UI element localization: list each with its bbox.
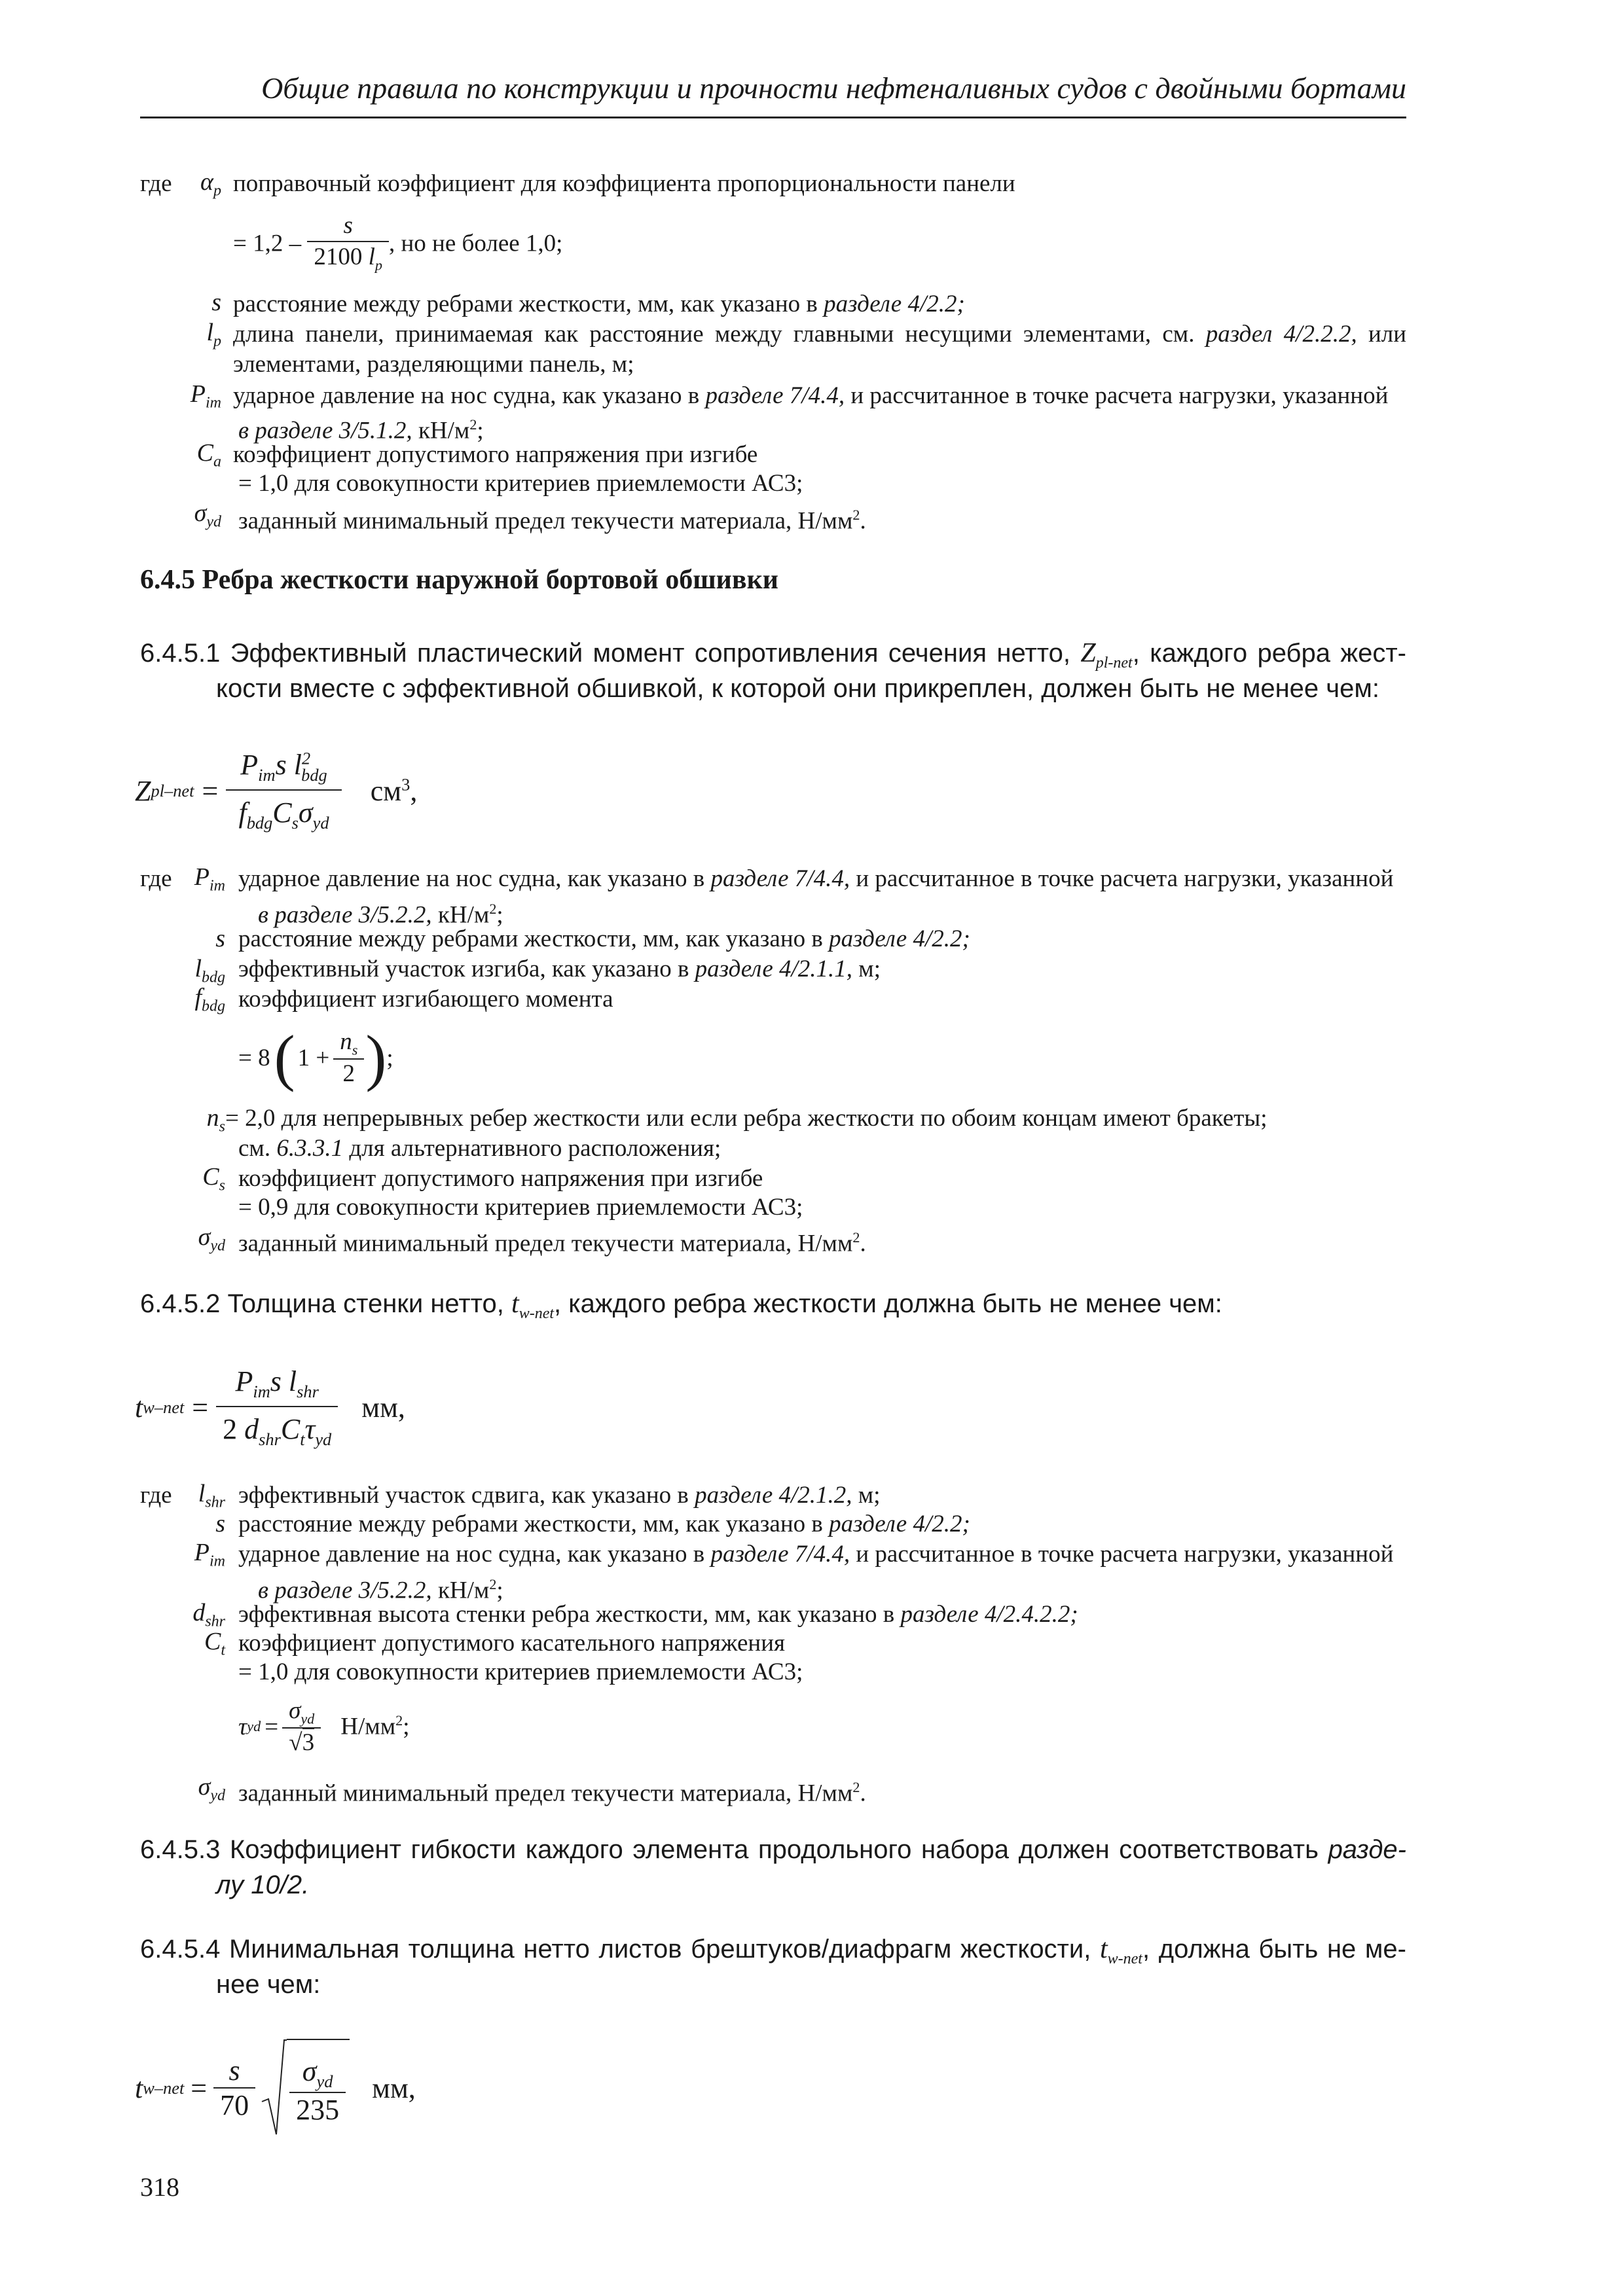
lshr-description: эффективный участок сдвига, как указано в разделе 4/2.1.2, м;: [238, 1482, 881, 1509]
pim-description-cont: в разделе 3/5.1.2, $кН/м^2$;: [238, 416, 484, 444]
lshr-symbol: $l_{shr}$: [198, 1480, 225, 1511]
ca-description: коэффициент допустимого напряжения при изгибе: [233, 441, 758, 468]
fbdg-formula: = 8 ( 1 + $\frac{n_s}{2}$ ) ;: [238, 1022, 393, 1092]
s-symbol-2: s: [215, 925, 225, 952]
cs-symbol: $C_s$: [202, 1163, 225, 1194]
dshr-symbol: $d_{shr}$: [192, 1599, 225, 1630]
section-title: 6.4.5 Ребра жесткости наружной бортовой обшивки: [140, 565, 778, 595]
pim-description-3: ударное давление на нос судна, как указано в разделе 7/4.4, и рассчитанное в точке расчета нагрузки, указанной: [238, 1541, 1394, 1568]
pim-description-3-cont: в разделе 3/5.2.2, $кН/м^2$;: [258, 1576, 503, 1604]
ns-description: = 2,0 для непрерывных ребер жесткости или если ребра жесткости по обоим концам имеют бракеты;: [225, 1105, 1267, 1132]
ca-symbol: $C_a$: [196, 439, 221, 471]
formula-min-thickness: t w–net = $\frac{s}{70}$ $\frac{\sigma_{yd}}{235}$ мм,: [135, 2029, 416, 2147]
where-label: где: [140, 170, 172, 197]
pim-symbol-2: $P_{im}$: [194, 863, 225, 895]
lbdg-symbol: $l_{bdg}$: [194, 955, 225, 986]
sigma-yd-description-3: заданный минимальный предел текучести материала, $Н/мм^2$.: [238, 1779, 866, 1807]
lp-symbol: $l_p$: [206, 319, 221, 350]
pim-symbol: $P_{im}$: [190, 380, 221, 412]
sigma-yd-symbol-3: $\sigma_{yd}$: [198, 1773, 225, 1804]
ct-symbol: $C_t$: [204, 1628, 225, 1659]
cs-value: = 0,9 для совокупности критериев приемлемости АС3;: [238, 1194, 803, 1221]
s-description-3: расстояние между ребрами жесткости, мм, как указано в разделе 4/2.2;: [238, 1511, 970, 1537]
paragraph-6452: 6.4.5.2 Толщина стенки нетто, $t_{w-net}$, каждого ребра жесткости должна быть не менее чем:: [140, 1289, 1222, 1322]
pim-description-2: ударное давление на нос судна, как указано в разделе 7/4.4, и рассчитанное в точке расчета нагрузки, указанной: [238, 865, 1394, 892]
formula-z-pl-net: Z pl–net = $\frac{P_{im}s l^2_{bdg}}{f_{bdg}C_s\sigma_{yd}}$ $см^3$,: [135, 748, 418, 833]
lbdg-description: эффективный участок изгиба, как указано в разделе 4/2.1.1, м;: [238, 956, 881, 982]
cs-description: коэффициент допустимого напряжения при изгибе: [238, 1165, 763, 1192]
paragraph-6454-line1: 6.4.5.4 Минимальная толщина нетто листов брештуков/диафрагм жесткости, $t_{w-net}$, должна быть не ме-: [140, 1934, 1406, 1967]
pim-symbol-3: $P_{im}$: [194, 1539, 225, 1570]
s-symbol-3: s: [215, 1510, 225, 1537]
paragraph-6451-line1: 6.4.5.1 Эффективный пластический момент сопротивления сечения нетто, $Z_{pl-net}$, каждого ребра жест-: [140, 638, 1406, 672]
s-description-2: расстояние между ребрами жесткости, мм, как указано в разделе 4/2.2;: [238, 925, 970, 952]
pim-description-2-cont: в разделе 3/5.2.2, $кН/м^2$;: [258, 901, 503, 929]
page-number: 318: [140, 2172, 179, 2202]
fbdg-description: коэффициент изгибающего момента: [238, 986, 613, 1013]
sigma-yd-symbol-2: $\sigma_{yd}$: [198, 1223, 225, 1255]
fbdg-symbol: $f_{bdg}$: [194, 984, 225, 1015]
ca-value: = 1,0 для совокупности критериев приемлемости АС3;: [238, 470, 803, 497]
formula-t-w-net: t w–net = $\frac{P_{im}s l_{shr}}{2 d_{shr}C_t\tau_{yd}}$ мм,: [135, 1365, 405, 1449]
header-rule: [140, 117, 1406, 118]
s-symbol: s: [211, 289, 221, 316]
paragraph-6453-line1: 6.4.5.3 Коэффициент гибкости каждого элемента продольного набора должен соответствовать разде-: [140, 1835, 1406, 1864]
paragraph-6453-line2: лу 10/2.: [216, 1871, 310, 1899]
lp-description-cont: элементами, разделяющими панель, м;: [233, 351, 634, 378]
where-label-2: где: [140, 865, 172, 892]
alpha-symbol: $\alpha_p$: [200, 168, 221, 200]
where-label-3: где: [140, 1482, 172, 1509]
alpha-formula: = 1,2 – $\frac{s}{2100 l_p}$ , но не более 1,0;: [233, 212, 563, 274]
alpha-description: поправочный коэффициент для коэффициента пропорциональности панели: [233, 170, 1015, 197]
pim-description: ударное давление на нос судна, как указано в разделе 7/4.4, и рассчитанное в точке расчета нагрузки, указанной: [233, 382, 1389, 409]
sigma-yd-description: заданный минимальный предел текучести материала, $Н/мм^2$.: [238, 507, 866, 535]
paragraph-6454-line2: нее чем:: [216, 1970, 321, 1999]
sigma-yd-symbol: $\sigma_{yd}$: [194, 499, 221, 531]
ct-value: = 1,0 для совокупности критериев приемлемости АС3;: [238, 1659, 803, 1685]
radical-sign: [261, 2039, 287, 2137]
sigma-yd-description-2: заданный минимальный предел текучести материала, $Н/мм^2$.: [238, 1229, 866, 1257]
paragraph-6451-line2: кости вместе с эффективной обшивкой, к которой они прикреплен, должен быть не менее чем:: [216, 674, 1379, 703]
tau-yd-formula: τ yd = $\frac{\sigma_{yd}}{√3}$ $Н/мм^2$;: [238, 1696, 410, 1757]
ns-symbol: $n_s$: [206, 1104, 225, 1136]
ns-description-cont: см. 6.3.3.1 для альтернативного расположения;: [238, 1135, 721, 1162]
ct-description: коэффициент допустимого касательного напряжения: [238, 1630, 786, 1657]
running-header: Общие правила по конструкции и прочности нефтеналивных судов с двойными бортами: [261, 71, 1406, 105]
s-description: расстояние между ребрами жесткости, мм, как указано в разделе 4/2.2;: [233, 291, 965, 317]
lp-description: длина панели, принимаемая как расстояние между главными несущими элементами, см. раздел 4/2.2.2, или: [233, 321, 1407, 348]
dshr-description: эффективная высота стенки ребра жесткости, мм, как указано в разделе 4/2.4.2.2;: [238, 1601, 1078, 1628]
